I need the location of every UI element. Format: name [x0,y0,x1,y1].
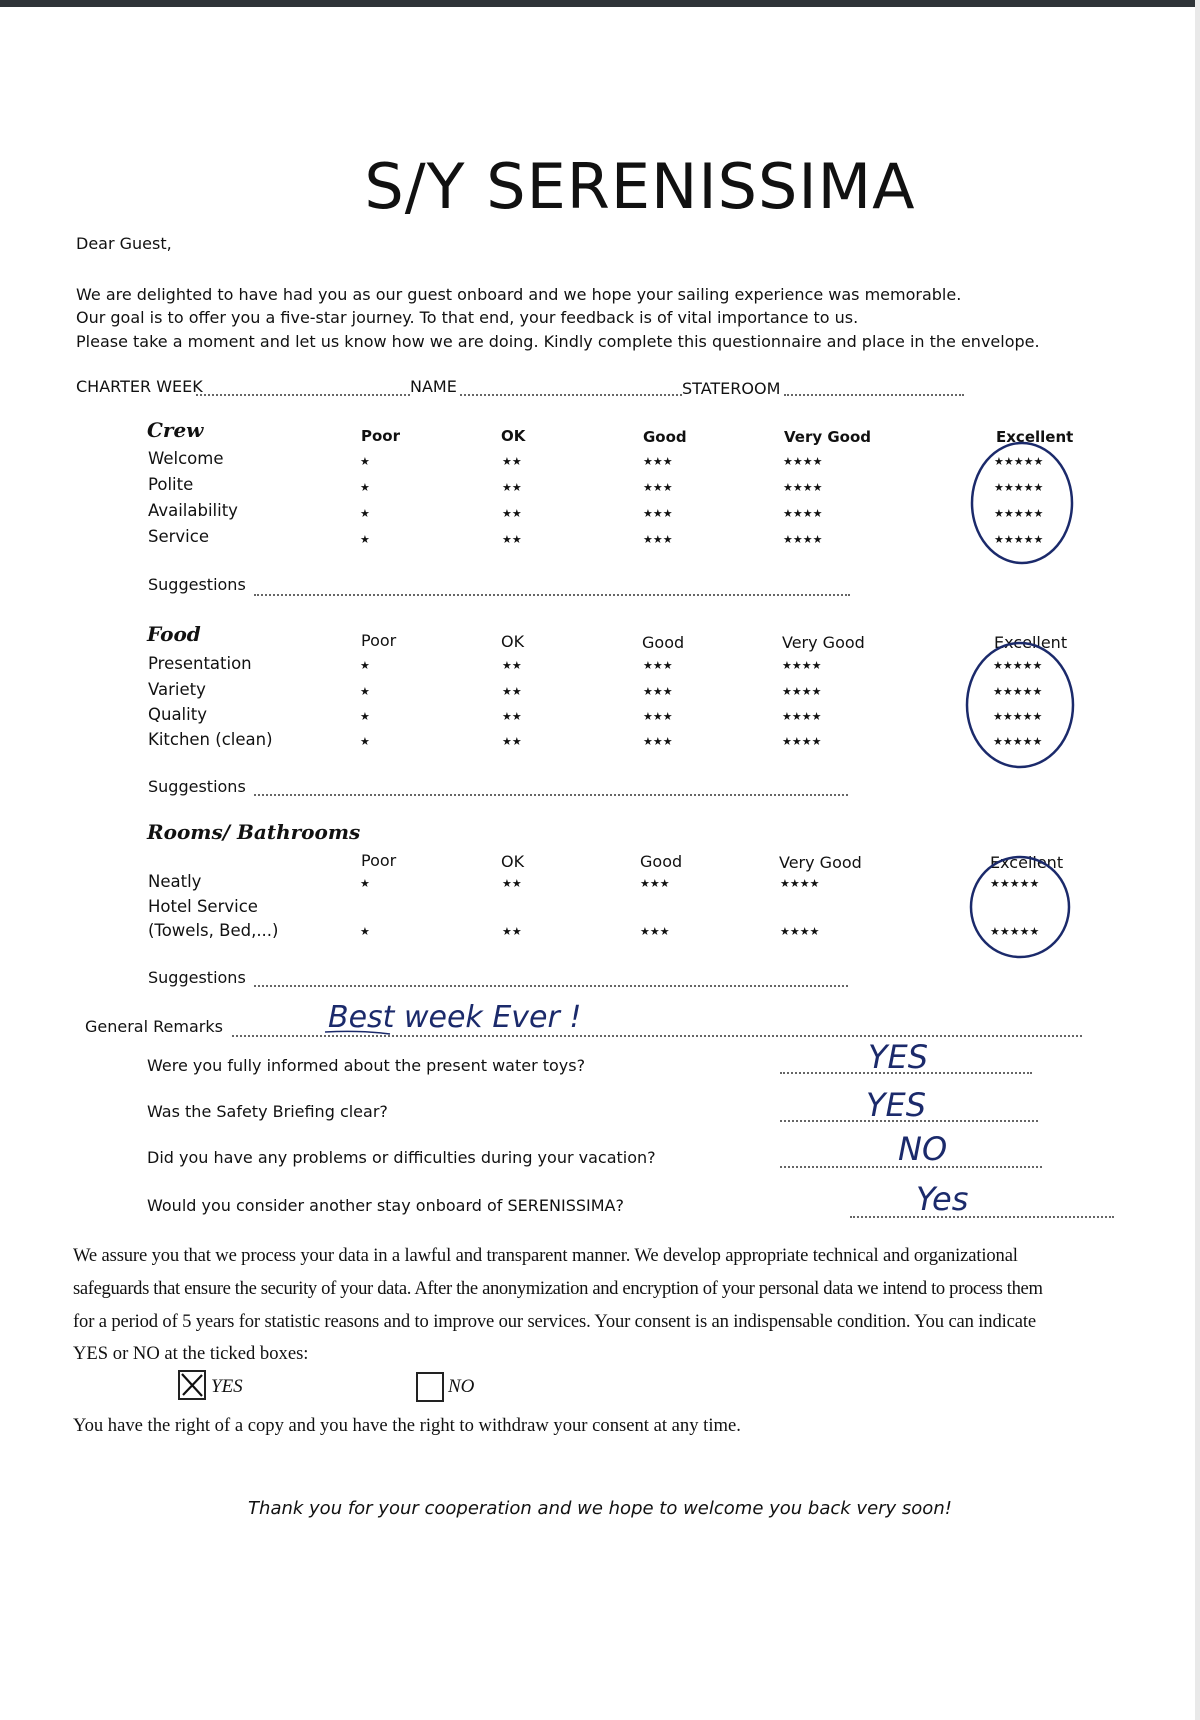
rating-excellent[interactable]: ★★★★★ [990,877,1040,890]
row-label-service: Service [148,527,209,546]
suggestions-field-crew[interactable] [254,594,850,596]
col-good: Good [642,633,685,652]
closing-message: Thank you for your cooperation and we hope to welcome you back very soon! [248,1498,952,1519]
rating-very-good[interactable]: ★★★★ [782,710,822,723]
rating-ok[interactable]: ★★ [502,710,522,723]
greeting: Dear Guest, [76,234,172,253]
section-title-rooms: Rooms/ Bathrooms [147,820,361,844]
question-1: Were you fully informed about the present water toys? [147,1056,586,1075]
rating-excellent[interactable]: ★★★★★ [994,455,1044,468]
stateroom-field[interactable] [784,394,964,396]
rating-good[interactable]: ★★★ [643,481,673,494]
col-excellent: Excellent [996,428,1074,446]
rating-ok[interactable]: ★★ [502,481,522,494]
rating-very-good[interactable]: ★★★★ [780,925,820,938]
charter-week-field[interactable] [196,394,410,396]
rating-good[interactable]: ★★★ [643,735,673,748]
row-label-neatly: Neatly [148,872,202,891]
suggestions-label-food: Suggestions [148,777,246,796]
col-excellent: Excellent [990,853,1064,872]
answer-2-handwritten: YES [866,1086,927,1124]
rating-excellent[interactable]: ★★★★★ [994,481,1044,494]
col-very-good: Very Good [784,428,872,446]
rating-poor[interactable]: ★ [360,481,370,494]
rating-very-good[interactable]: ★★★★ [783,455,823,468]
rating-poor[interactable]: ★ [360,507,370,520]
rating-very-good[interactable]: ★★★★ [783,507,823,520]
col-poor: Poor [361,631,397,650]
answer-field-4[interactable] [850,1216,1114,1218]
rating-ok[interactable]: ★★ [502,685,522,698]
suggestions-label-crew: Suggestions [148,575,246,594]
consent-rights: You have the right of a copy and you have the right to withdraw your consent at any time. [73,1415,741,1436]
general-remarks-handwritten: Best week Ever ! [328,1000,582,1035]
rating-poor[interactable]: ★ [360,685,370,698]
name-label: NAME [410,377,457,396]
row-label-polite: Polite [148,475,194,494]
rating-very-good[interactable]: ★★★★ [782,659,822,672]
rating-excellent[interactable]: ★★★★★ [993,735,1043,748]
rating-excellent[interactable]: ★★★★★ [993,659,1043,672]
rating-good[interactable]: ★★★ [643,455,673,468]
col-good: Good [643,428,687,446]
general-remarks-field[interactable] [232,1035,1082,1037]
name-field[interactable] [460,394,682,396]
consent-line-3: for a period of 5 years for statistic reasons and to improve our services. Your consent is an indispensable condition. You can indicate [73,1311,1036,1332]
col-good: Good [640,852,683,871]
row-label-variety: Variety [148,680,206,699]
suggestions-field-food[interactable] [254,794,848,796]
charter-week-label: CHARTER WEEK [76,377,203,396]
consent-line-4: YES or NO at the ticked boxes: [73,1343,309,1364]
rating-excellent[interactable]: ★★★★★ [994,533,1044,546]
rating-very-good[interactable]: ★★★★ [780,877,820,890]
col-ok: OK [501,632,525,651]
col-ok: OK [501,427,526,445]
rating-ok[interactable]: ★★ [502,877,522,890]
rating-excellent[interactable]: ★★★★★ [990,925,1040,938]
rating-ok[interactable]: ★★ [502,455,522,468]
col-very-good: Very Good [779,853,862,872]
rating-ok[interactable]: ★★ [502,735,522,748]
consent-line-2: safeguards that ensure the security of your data. After the anonymization and encryption of your personal data we intend to process them [73,1278,1043,1299]
rating-very-good[interactable]: ★★★★ [782,685,822,698]
intro-line-1: We are delighted to have had you as our guest onboard and we hope your sailing experience was memorable. [76,285,962,304]
rating-good[interactable]: ★★★ [640,925,670,938]
consent-no-checkbox[interactable] [416,1372,444,1402]
row-label-presentation: Presentation [148,654,252,673]
rating-good[interactable]: ★★★ [640,877,670,890]
circle-rooms-excellent [971,857,1069,957]
rating-ok[interactable]: ★★ [502,507,522,520]
col-ok: OK [501,852,525,871]
rating-good[interactable]: ★★★ [643,533,673,546]
page-title: S/Y SERENISSIMA [364,150,916,223]
rating-poor[interactable]: ★ [360,455,370,468]
intro-line-3: Please take a moment and let us know how we are doing. Kindly complete this questionnaire and place in the envelope. [76,332,1040,351]
rating-poor[interactable]: ★ [360,877,370,890]
answer-1-handwritten: YES [868,1038,929,1076]
consent-yes-checkbox[interactable] [178,1370,206,1400]
intro-line-2: Our goal is to offer you a five-star journey. To that end, your feedback is of vital importance to us. [76,308,859,327]
stateroom-label: STATEROOM [682,379,781,398]
rating-poor[interactable]: ★ [360,925,370,938]
consent-yes-label: YES [211,1376,243,1397]
col-poor: Poor [361,427,401,445]
general-remarks-label: General Remarks [85,1017,223,1036]
col-poor: Poor [361,851,397,870]
row-label-availability: Availability [148,501,238,520]
col-excellent: Excellent [994,633,1068,652]
section-title-food: Food [147,622,201,646]
rating-poor[interactable]: ★ [360,659,370,672]
rating-good[interactable]: ★★★ [643,507,673,520]
row-label-welcome: Welcome [148,449,224,468]
section-title-crew: Crew [147,418,204,442]
col-very-good: Very Good [782,633,865,652]
rating-very-good[interactable]: ★★★★ [783,481,823,494]
rating-good[interactable]: ★★★ [643,710,673,723]
rating-excellent[interactable]: ★★★★★ [994,507,1044,520]
row-label-hotel-service: Hotel Service [148,897,258,916]
answer-3-handwritten: NO [898,1130,948,1168]
row-label-towels-bed: (Towels, Bed,...) [148,921,279,940]
rating-ok[interactable]: ★★ [502,925,522,938]
rating-poor[interactable]: ★ [360,533,370,546]
suggestions-field-rooms[interactable] [254,985,848,987]
question-2: Was the Safety Briefing clear? [147,1102,388,1121]
scan-top-edge [0,0,1195,7]
rating-ok[interactable]: ★★ [502,659,522,672]
rating-very-good[interactable]: ★★★★ [783,533,823,546]
question-4: Would you consider another stay onboard of SERENISSIMA? [147,1196,624,1215]
answer-4-handwritten: Yes [916,1180,969,1218]
row-label-kitchen: Kitchen (clean) [148,730,273,749]
rating-good[interactable]: ★★★ [643,659,673,672]
rating-poor[interactable]: ★ [360,710,370,723]
rating-good[interactable]: ★★★ [643,685,673,698]
rating-ok[interactable]: ★★ [502,533,522,546]
suggestions-label-rooms: Suggestions [148,968,246,987]
rating-excellent[interactable]: ★★★★★ [993,685,1043,698]
rating-very-good[interactable]: ★★★★ [782,735,822,748]
rating-excellent[interactable]: ★★★★★ [993,710,1043,723]
rating-poor[interactable]: ★ [360,735,370,748]
check-x-icon [180,1372,204,1398]
consent-line-1: We assure you that we process your data in a lawful and transparent manner. We develop appropriate technical and organizational [73,1245,1018,1266]
consent-no-label: NO [448,1376,475,1397]
row-label-quality: Quality [148,705,207,724]
question-3: Did you have any problems or difficulties during your vacation? [147,1148,656,1167]
